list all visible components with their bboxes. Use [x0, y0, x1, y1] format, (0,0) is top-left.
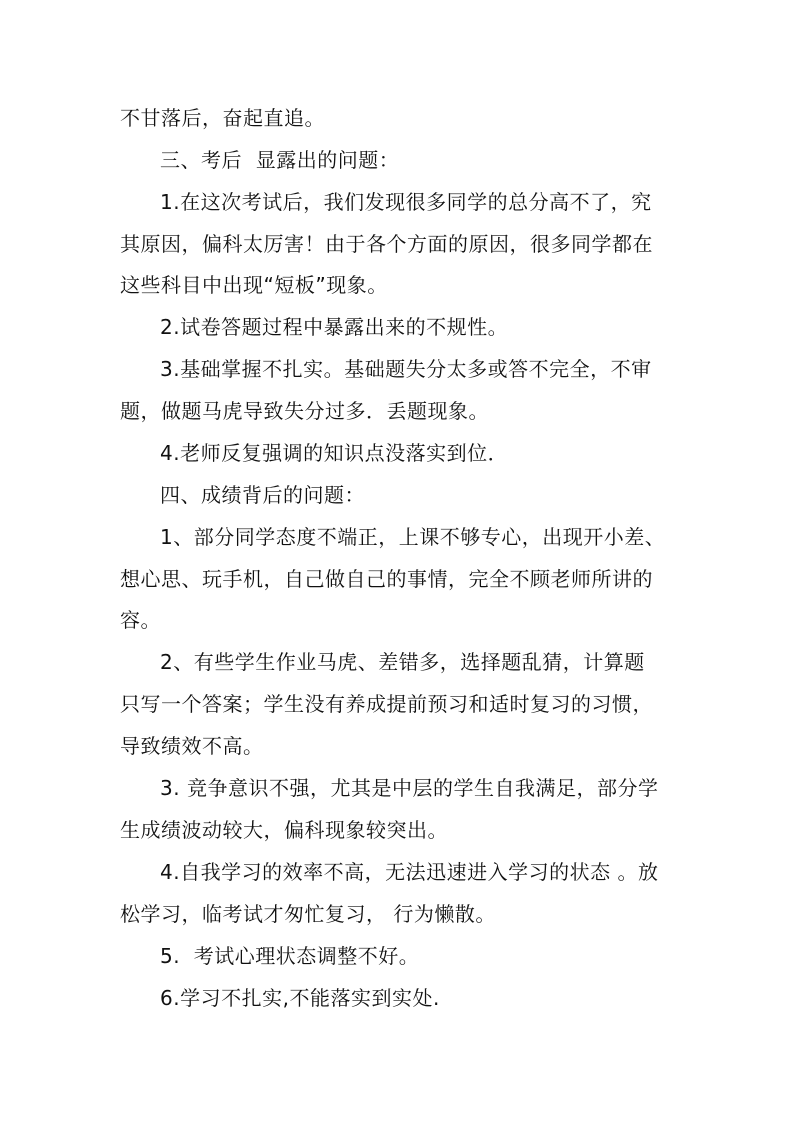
paragraph-line: 5. 考试心理状态调整不好。: [160, 944, 420, 968]
paragraph-line: 1、部分同学态度不端正，上课不够专心，出现开小差、: [160, 525, 666, 549]
paragraph-line: 1.在这次考试后，我们发现很多同学的总分高不了，究: [160, 190, 652, 214]
paragraph-line: 生成绩波动较大，偏科现象较突出。: [120, 818, 448, 842]
paragraph-line: 3. 竞争意识不强，尤其是中层的学生自我满足，部分学: [160, 776, 659, 800]
section-heading-4: 四、成绩背后的问题：: [160, 483, 365, 507]
paragraph-line: 6.学习不扎实,不能落实到实处.: [160, 986, 440, 1010]
paragraph-line: 容。: [120, 608, 161, 632]
paragraph-line: 4.自我学习的效率不高，无法迅速进入学习的状态 。放: [160, 860, 659, 884]
paragraph-line: 这些科目中出现“短板”现象。: [120, 273, 388, 297]
paragraph-line: 其原因，偏科太厉害！由于各个方面的原因，很多同学都在: [120, 232, 653, 256]
section-heading-3: 三、考后 显露出的问题：: [160, 148, 400, 172]
paragraph-line: 4.老师反复强调的知识点没落实到位．: [160, 441, 509, 465]
paragraph-line: 松学习，临考试才匆忙复习， 行为懒散。: [120, 902, 496, 926]
paragraph-line: 导致绩效不高。: [120, 734, 264, 758]
paragraph-line: 不甘落后，奋起直追。: [120, 106, 325, 130]
paragraph-line: 想心思、玩手机，自己做自己的事情，完全不顾老师所讲的: [120, 567, 653, 591]
paragraph-line: 3.基础掌握不扎实。基础题失分太多或答不完全，不审: [160, 357, 652, 381]
paragraph-line: 题，做题马虎导致失分过多．丢题现象。: [120, 399, 489, 423]
paragraph-line: 2.试卷答题过程中暴露出来的不规性。: [160, 315, 509, 339]
paragraph-line: 只写一个答案；学生没有养成提前预习和适时复习的习惯，: [120, 692, 653, 716]
paragraph-line: 2、有些学生作业马虎、差错多，选择题乱猜，计算题: [160, 650, 645, 674]
